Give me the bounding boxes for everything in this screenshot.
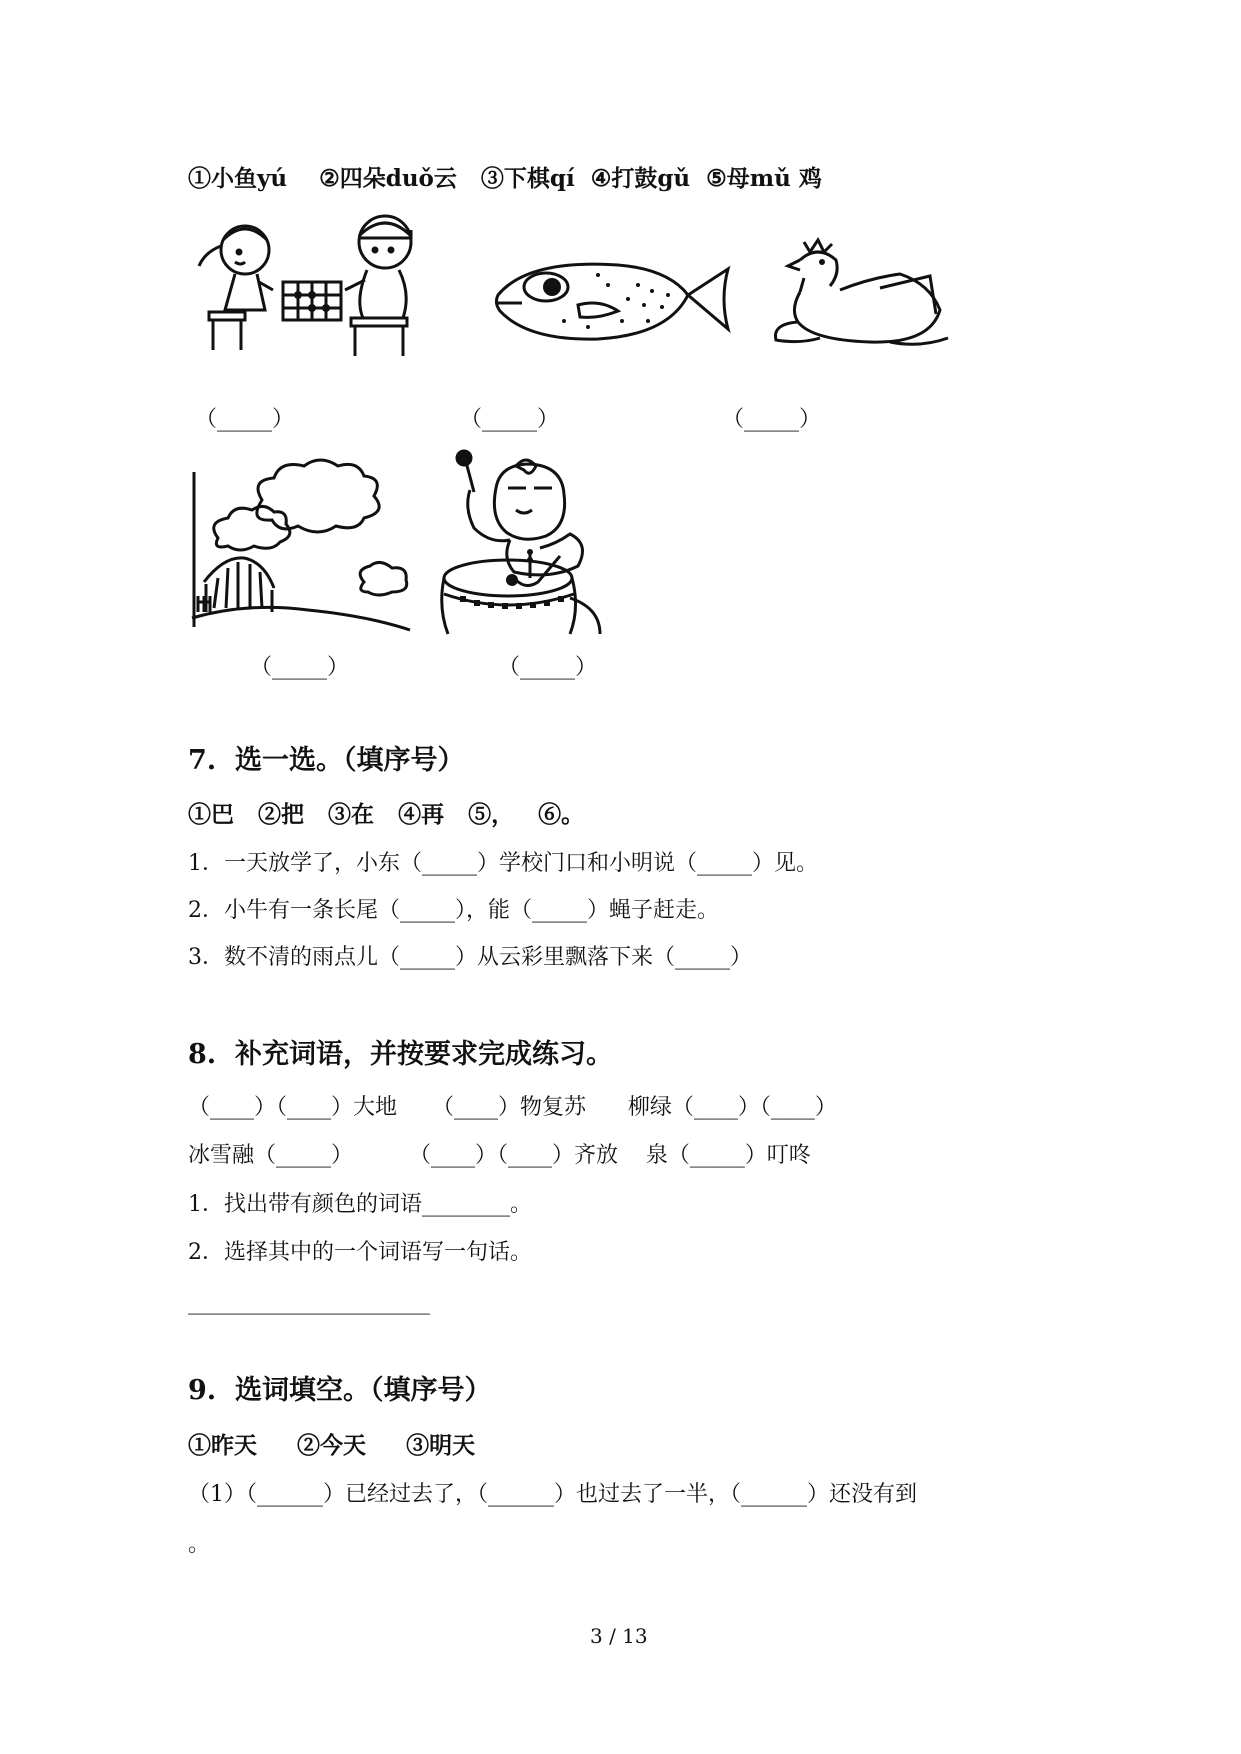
q8-word-row-1: （____）（____）大地 （____）物复苏 柳绿（____）（____） — [188, 1095, 837, 1120]
blank-picture-4[interactable]: （_____） — [250, 655, 350, 680]
drummer-picture — [430, 448, 610, 638]
clouds-house-picture — [188, 452, 413, 632]
fish-picture — [488, 255, 738, 355]
q9-heading: 9. 选词填空。（填序号） — [188, 1375, 492, 1406]
q7-line-1: 1．一天放学了，小东（_____）学校门口和小明说（_____）见。 — [188, 851, 818, 876]
q9-options: ①昨天 ②今天 ③明天 — [188, 1432, 476, 1459]
blank-picture-3[interactable]: （_____） — [722, 407, 822, 432]
blank-picture-2[interactable]: （_____） — [460, 407, 560, 432]
q7-options: ①巴 ②把 ③在 ④再 ⑤， ⑥。 — [188, 801, 585, 828]
blank-picture-5[interactable]: （_____） — [498, 655, 598, 680]
hen-picture — [760, 230, 970, 360]
q8-heading: 8. 补充词语，并按要求完成练习。 — [188, 1039, 613, 1070]
q7-line-2: 2．小牛有一条长尾（_____），能（_____）蝇子赶走。 — [188, 898, 719, 923]
q9-sentence-1-end: 。 — [188, 1532, 211, 1557]
q8-answer-line[interactable]: ______________________ — [188, 1290, 430, 1315]
chess-players-picture — [195, 210, 445, 360]
q7-heading: 7. 选一选。（填序号） — [188, 745, 465, 776]
q7-line-3: 3．数不清的雨点儿（_____）从云彩里飘落下来（_____） — [188, 945, 752, 970]
q8-word-row-2: 冰雪融（_____） （____）（____）齐放 泉（_____）叮咚 — [188, 1143, 811, 1168]
q8-task-1: 1．找出带有颜色的词语________。 — [188, 1192, 532, 1217]
q6-options: ①小鱼yú ②四朵duǒ云 ③下棋qí ④打鼓gǔ ⑤母mǔ 鸡 — [188, 165, 822, 192]
q8-task-2: 2．选择其中的一个词语写一句话。 — [188, 1240, 532, 1265]
blank-picture-1[interactable]: （_____） — [195, 407, 295, 432]
q9-sentence-1: （1）（______）已经过去了，（______）也过去了一半，（______）还没有到 — [188, 1482, 917, 1507]
page-number: 3 / 13 — [590, 1624, 648, 1648]
